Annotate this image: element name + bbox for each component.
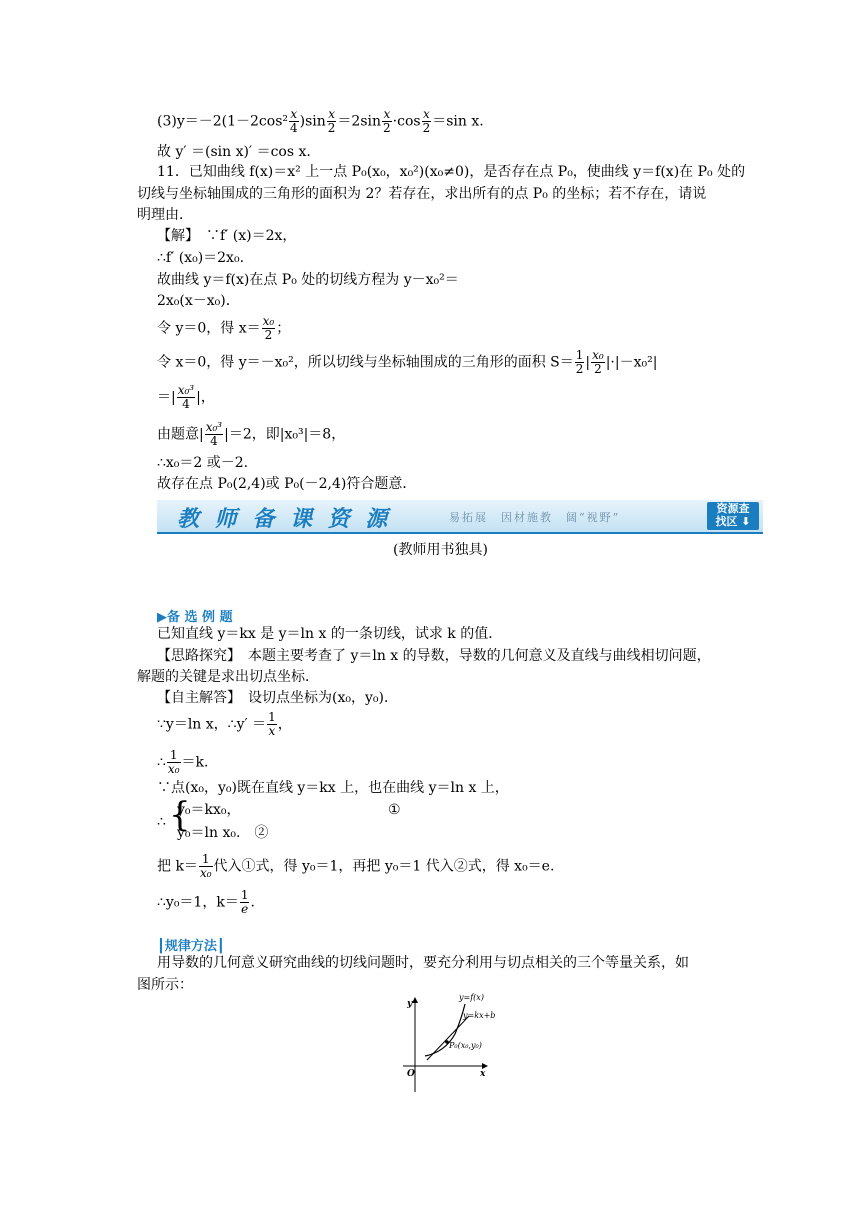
- solution-line: ＝| $\frac{\text{x₀³}}{4}$ |，: [157, 383, 215, 411]
- fraction: $\frac{\text{x₀}}{2}$: [592, 348, 604, 376]
- fraction: $\frac{1}{\text{x₀}}$: [167, 748, 180, 776]
- equation-1: y₀＝kx₀，: [177, 802, 241, 818]
- origin-label: O: [407, 1069, 415, 1079]
- solution-line: ∴x₀＝2 或－2.: [157, 455, 249, 471]
- solution-line: 故曲线 y＝f(x)在点 P₀ 处的切线方程为 y－x₀²＝: [157, 272, 459, 288]
- solution-line: ∴f′ (x₀)＝2x₀.: [157, 250, 245, 266]
- example-solution: 把 k＝ $\frac{1}{\text{x₀}}$ 代入①式，得 y₀＝1，再把 y₀＝1 代入②式，得 x₀＝e.: [157, 852, 555, 880]
- fraction: $\frac{1}{2}$: [575, 348, 584, 376]
- tangent-line: [427, 1016, 469, 1060]
- resource-lookup-button[interactable]: [707, 502, 759, 530]
- solution-line: 令 x＝0，得 y＝－x₀²，所以切线与坐标轴围成的三角形的面积 S＝ $\frac{1}{2}$ | $\frac{\text{x₀}}{2}$ |·|－x₀²|: [157, 348, 658, 376]
- fraction: $\frac{\text{x₀}}{2}$: [262, 314, 275, 342]
- example-problem: 已知直线 y＝kx 是 y＝ln x 的一条切线，试求 k 的值．: [157, 626, 503, 642]
- banner-subtitle: 易拓展 因材施教 阔“视野”: [449, 511, 621, 524]
- fraction: $\frac{x}{4}$: [290, 107, 298, 135]
- tangent-line-figure: [395, 990, 495, 1094]
- example-solution: 【自主解答】 设切点坐标为(x₀，y₀)．: [157, 690, 398, 706]
- fraction: $\frac{x}{2}$: [327, 107, 336, 135]
- solution-line: 令 y＝0，得 x＝ $\frac{\text{x₀}}{2}$ ；: [157, 314, 291, 342]
- button-label: 找区 ⬇: [715, 515, 751, 528]
- fraction: $\frac{1}{\text{x₀}}$: [199, 852, 212, 880]
- equation-2: y₀＝ln x₀. ②: [177, 825, 269, 841]
- brace-icon: {: [169, 795, 191, 835]
- example-analysis: 【思路探究】 本题主要考查了 y＝ln x 的导数，导数的几何意义及直线与曲线相切问题，: [157, 648, 711, 664]
- problem-11-text: 明理由．: [137, 207, 193, 223]
- fraction: $\frac{1}{e}$: [240, 888, 249, 916]
- equation-1-marker: ①: [388, 802, 401, 818]
- line-label: y=kx+b: [463, 1011, 495, 1020]
- example-solution: ∵点(x₀，y₀)既在直线 y＝kx 上，也在曲线 y＝ln x 上，: [157, 780, 509, 796]
- fraction: $\frac{x}{2}$: [422, 107, 431, 135]
- button-label: 资源查: [716, 502, 750, 515]
- example-tag: ▶备 选 例 题: [157, 610, 233, 625]
- example-analysis: 解题的关键是求出切点坐标．: [137, 669, 319, 685]
- solution-line: 【解】 ∵f′ (x)＝2x，: [157, 228, 297, 244]
- derivative-result: 故 y′ ＝(sin x)′ ＝cos x.: [157, 144, 311, 160]
- problem-11-text: 11．已知曲线 f(x)＝x² 上一点 P₀(x₀，x₀²)(x₀≠0)，是否存在点 P₀，使曲线 y＝f(x)在 P₀ 处的: [157, 164, 746, 180]
- banner-title: 教 师 备 课 资 源: [177, 507, 392, 532]
- problem-11-text: 切线与坐标轴围成的三角形的面积为 2？若存在，求出所有的点 P₀ 的坐标；若不存在，请说: [137, 186, 707, 202]
- example-solution: ∵y＝ln x，∴y′ ＝ $\frac{1}{x}$ ，: [157, 710, 292, 738]
- solution-line: 2x₀(x－x₀)．: [157, 293, 240, 309]
- method-tag: ┃规律方法┃: [157, 939, 225, 954]
- fraction: $\frac{\text{x₀³}}{4}$: [205, 420, 223, 448]
- x-axis-label: x: [480, 1069, 486, 1079]
- example-solution: ∴ $\frac{1}{\text{x₀}}$ ＝k.: [157, 748, 209, 776]
- fraction: $\frac{x}{2}$: [383, 107, 391, 135]
- derivative-line-3: (3)y＝－2(1－2cos² $\frac{x}{4}$ )sin $\frac{x}{2}$ ＝2sin $\frac{x}{2}$ ·cos $\frac{x}{2}$ ＝sin x.: [157, 107, 484, 135]
- y-axis-label: y: [407, 999, 413, 1009]
- brace-symbol: ∴: [157, 814, 166, 830]
- solution-conclusion: 故存在点 P₀(2,4)或 P₀(－2,4)符合题意．: [157, 476, 417, 492]
- curve-label: y=f(x): [459, 993, 484, 1002]
- method-text: 图所示：: [137, 977, 193, 993]
- fraction: $\frac{1}{x}$: [268, 710, 276, 738]
- method-text: 用导数的几何意义研究曲线的切线问题时，要充分利用与切点相关的三个等量关系，如: [157, 955, 689, 971]
- example-answer: ∴y₀＝1，k＝ $\frac{1}{e}$ .: [157, 888, 255, 916]
- fraction: $\frac{\text{x₀³}}{4}$: [177, 383, 195, 411]
- teacher-note: (教师用书独具): [393, 542, 488, 558]
- solution-line: 由题意| $\frac{\text{x₀³}}{4}$ |＝2，即|x₀³|＝8，: [157, 420, 346, 448]
- point-label: P₀(x₀,y₀): [449, 1041, 482, 1050]
- teacher-resource-banner: [157, 500, 763, 534]
